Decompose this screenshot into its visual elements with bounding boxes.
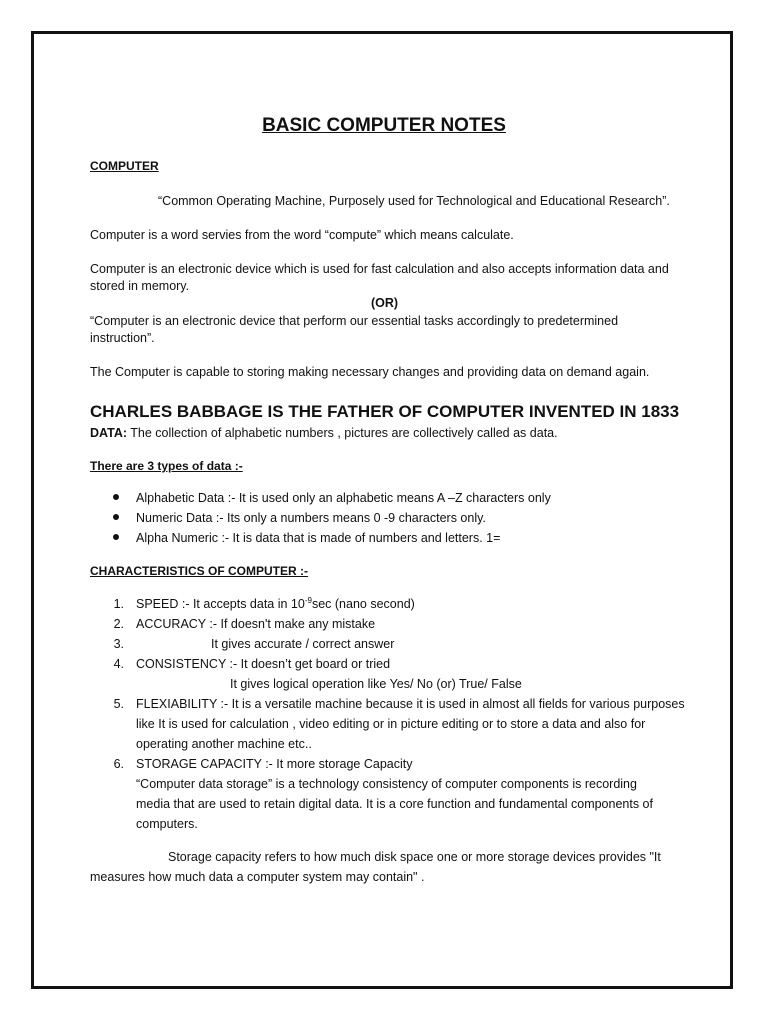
storage-line3: computers.	[136, 817, 198, 831]
type-item-numeric: Numeric Data :- Its only a numbers means 0 -9 characters only.	[136, 511, 486, 525]
storage-line2: media that are used to retain digital data. It is a core function and fundamental components of	[136, 797, 653, 811]
list-number: 4.	[113, 657, 124, 671]
page-title: BASIC COMPUTER NOTES	[262, 115, 506, 136]
or-separator: (OR)	[371, 296, 399, 310]
list-number: 3.	[113, 637, 124, 651]
computer-heading: COMPUTER	[90, 159, 159, 173]
speed-exponent: -9	[304, 595, 312, 605]
data-definition	[90, 425, 558, 441]
characteristic-speed	[136, 596, 415, 612]
list-number: 5.	[113, 697, 124, 711]
speed-unit: sec (nano second)	[311, 597, 415, 611]
babbage-heading: CHARLES BABBAGE IS THE FATHER OF COMPUTER INVENTED IN 1833	[90, 402, 680, 421]
list-number: 2.	[113, 617, 124, 631]
characteristic-accurate: It gives accurate / correct answer	[211, 637, 395, 651]
final-paragraph-line2: measures how much data a computer system may contain" .	[90, 870, 425, 884]
types-heading: There are 3 types of data :-	[90, 459, 243, 473]
bullet-icon	[113, 514, 119, 520]
characteristics-heading: CHARACTERISTICS OF COMPUTER :-	[90, 564, 308, 578]
paragraph-compute: Computer is a word servies from the word “compute” which means calculate.	[90, 228, 514, 242]
paragraph-definition-line2: instruction”.	[90, 331, 155, 345]
characteristic-consistency: CONSISTENCY :- It doesn’t get board or tried	[136, 657, 391, 671]
flexibility-line3: operating another machine etc..	[136, 737, 312, 751]
paragraph-device-line1: Computer is an electronic device which is used for fast calculation and also accepts information data and	[90, 262, 669, 276]
data-label: DATA:	[90, 426, 128, 440]
storage-line1: “Computer data storage” is a technology consistency of computer components is recording	[136, 777, 637, 791]
list-number: 1.	[113, 597, 124, 611]
final-paragraph-line1: Storage capacity refers to how much disk space one or more storage devices provides "It	[168, 850, 661, 864]
data-text: The collection of alphabetic numbers , pictures are collectively called as data.	[127, 426, 558, 440]
flexibility-line2: like It is used for calculation , video editing or in picture editing or to store a data and also for	[136, 717, 646, 731]
bullet-icon	[113, 534, 119, 540]
flexibility-line1: FLEXIABILITY :- It is a versatile machine because it is used in almost all fields for various purposes	[136, 697, 685, 711]
type-item-alphanumeric: Alpha Numeric :- It is data that is made of numbers and letters. 1=	[136, 531, 501, 545]
paragraph-definition-line1: “Computer is an electronic device that perform our essential tasks accordingly to predetermined	[90, 314, 619, 328]
speed-text: SPEED :- It accepts data in 10	[136, 597, 305, 611]
characteristic-storage: STORAGE CAPACITY :- It more storage Capacity	[136, 757, 413, 771]
list-number: 6.	[113, 757, 124, 771]
paragraph-device-line2: stored in memory.	[90, 279, 190, 293]
bullet-icon	[113, 494, 119, 500]
characteristic-accuracy: ACCURACY :- If doesn't make any mistake	[136, 617, 376, 631]
acronym-line: “Common Operating Machine, Purposely used for Technological and Educational Research”.	[158, 194, 670, 208]
characteristic-logical: It gives logical operation like Yes/ No (or) True/ False	[230, 677, 522, 691]
type-item-alphabetic: Alphabetic Data :- It is used only an alphabetic means A –Z characters only	[136, 491, 551, 505]
paragraph-capable: The Computer is capable to storing making necessary changes and providing data on demand again.	[90, 365, 650, 379]
